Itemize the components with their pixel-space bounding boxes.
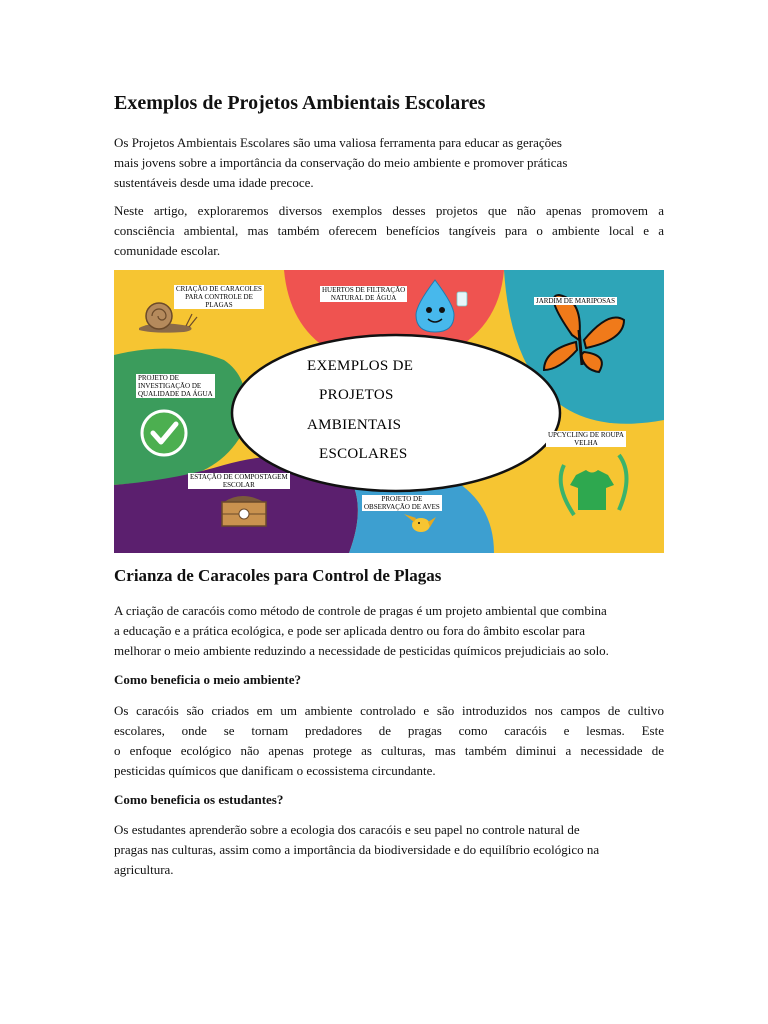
students-line: Os estudantes aprenderão sobre a ecologia dos caracóis e seu papel no controle natural de — [114, 822, 580, 837]
section-heading: Crianza de Caracoles para Control de Plagas — [114, 566, 442, 585]
students-line: pragas nas culturas, assim como a importância da biodiversidade e do equilíbrio ecológico na — [114, 842, 600, 857]
environment-line: Os caracóis são criados em um ambiente controlado e são introduzidos nos campos de cultivo — [114, 703, 664, 718]
section-paragraph — [114, 601, 664, 661]
environment-paragraph — [114, 701, 664, 781]
infographic-center-line: EXEMPLOS DE — [307, 358, 414, 374]
subheading-environment: Como beneficia o meio ambiente? — [114, 672, 302, 687]
page-title: Exemplos de Projetos Ambientais Escolares — [114, 92, 486, 114]
label-water-quality: PROJETO DE INVESTIGAÇÃO DE QUALIDADE DA ÁGUA — [138, 374, 213, 398]
students-line: agricultura. — [114, 862, 174, 877]
projects-infographic — [114, 270, 664, 553]
label-bird-watching: PROJETO DE OBSERVAÇÃO DE AVES — [364, 495, 440, 511]
intro-paragraph-2 — [114, 201, 664, 261]
section-line: A criação de caracóis como método de controle de pragas é um projeto ambiental que combina — [114, 603, 607, 618]
environment-line: o enfoque ecológico não apenas protege as culturas, mas também diminui a necessidade de — [114, 743, 664, 758]
intro2-line: Neste artigo, exploraremos diversos exemplos desses projetos que não apenas promovem a — [114, 203, 664, 218]
section-line: a educação e a prática ecológica, e pode ser aplicada dentro ou fora do âmbito escolar para — [114, 623, 586, 638]
intro2-line: comunidade escolar. — [114, 243, 221, 258]
intro-line: Os Projetos Ambientais Escolares são uma valiosa ferramenta para educar as gerações — [114, 135, 562, 150]
intro-line: mais jovens sobre a importância da conservação do meio ambiente e promover práticas — [114, 155, 568, 170]
intro-paragraph — [114, 133, 664, 193]
label-butterfly-garden: JARDIM DE MARIPOSAS — [536, 297, 615, 305]
intro-line: sustentáveis desde uma idade precoce. — [114, 175, 314, 190]
label-filter-gardens: HUERTOS DE FILTRAÇÃO NATURAL DE ÁGUA — [322, 286, 406, 302]
environment-line: escolares, onde se tornam predadores de pragas como caracóis e lesmas. Este — [114, 723, 664, 738]
infographic-center-line: ESCOLARES — [319, 446, 408, 462]
check-badge-icon — [142, 411, 186, 455]
section-line: melhorar o meio ambiente reduzindo a necessidade de pesticidas químicos prejudiciais ao solo. — [114, 643, 609, 658]
subheading-students: Como beneficia os estudantes? — [114, 792, 284, 807]
environment-line: pesticidas químicos que danificam o ecossistema circundante. — [114, 763, 436, 778]
infographic-center-line: PROJETOS — [319, 387, 394, 403]
compost-crate-icon — [222, 496, 266, 526]
label-compost-station: ESTAÇÃO DE COMPOSTAGEM ESCOLAR — [190, 473, 288, 489]
infographic-center-line: AMBIENTAIS — [307, 417, 402, 433]
intro2-line: consciência ambiental, mas também oferecem benefícios tangíveis para o ambiente local e a — [114, 223, 664, 238]
label-snails: CRIAÇÃO DE CARACOLES PARA CONTROLE DE PLAGAS — [176, 285, 262, 309]
label-upcycling: UPCYCLING DE ROUPA VELHA — [548, 431, 624, 447]
students-paragraph — [114, 820, 664, 880]
